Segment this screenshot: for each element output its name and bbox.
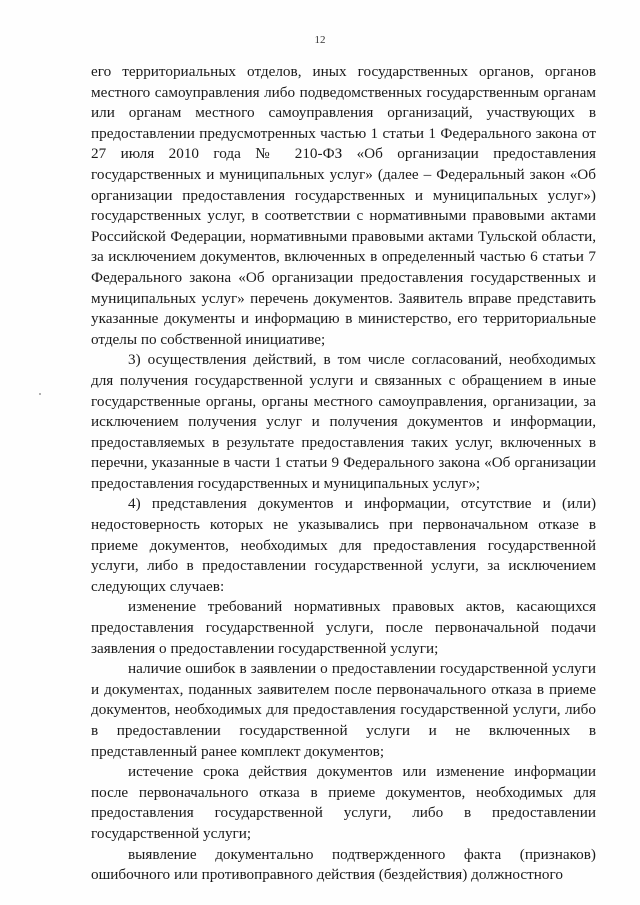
page-number: 12: [314, 34, 326, 46]
body-text: [91, 62, 596, 886]
paragraph-case-3: истечение срока действия документов или изменение информации после первоначального отказа в приеме документов, необходимых для предоставления государственной услуги, либо в предоставлении государственной услуги;: [91, 763, 596, 842]
margin-mark: [39, 393, 41, 395]
paragraph-case-2: наличие ошибок в заявлении о предоставлении государственной услуги и документах, поданных заявителем после первоначального отказа в приеме документов, необходимых для предоставления государственной услуги, либо в предоставлении государственной услуги и не включенных в представленный ранее комплект документов;: [91, 660, 596, 760]
paragraph-item-3: 3) осуществления действий, в том числе согласований, необходимых для получения государственной услуги и связанных с обращением в иные государственные органы, органы местного самоуправления, организации, за исключением получения услуг и получения документов и информации, предоставляемых в результате предоставления таких услуг, включенных в перечни, указанные в части 1 статьи 9 Федерального закона «Об организации предоставления государственных и муниципальных услуг»;: [91, 351, 596, 492]
paragraph-case-1: изменение требований нормативных правовых актов, касающихся предоставления государственной услуги, после первоначальной подачи заявления о предоставлении государственной услуги;: [91, 598, 596, 657]
paragraph-case-4: выявление документально подтвержденного факта (признаков) ошибочного или противоправного действия (бездействия) должностного: [91, 845, 596, 884]
paragraph-item-4: 4) представления документов и информации, отсутствие и (или) недостоверность которых не указывались при первоначальном отказе в приеме документов, необходимых для предоставления государственной услуги, либо в предоставлении государственной услуги, за исключением следующих случаев:: [91, 495, 596, 595]
paragraph-continuation: его территориальных отделов, иных государственных органов, органов местного самоуправления либо подведомственных государственным органам или органам местного самоуправления организаций, участвующих в предоставлении предусмотренных частью 1 статьи 1 Федерального закона от 27 июля 2010 года № 210-ФЗ «Об организации предоставления государственных и муниципальных услуг» (далее – Федеральный закон «Об организации предоставления государственных и муниципальных услуг») государственных услуг, в соответствии с нормативными правовыми актами Российской Федерации, нормативными правовыми актами Тульской области, за исключением документов, включенных в определенный частью 6 статьи 7 Федерального закона «Об организации предоставления государственных и муниципальных услуг» перечень документов. Заявитель вправе представить указанные документы и информацию в министерство, его территориальные отделы по собственной инициативе;: [91, 63, 596, 348]
